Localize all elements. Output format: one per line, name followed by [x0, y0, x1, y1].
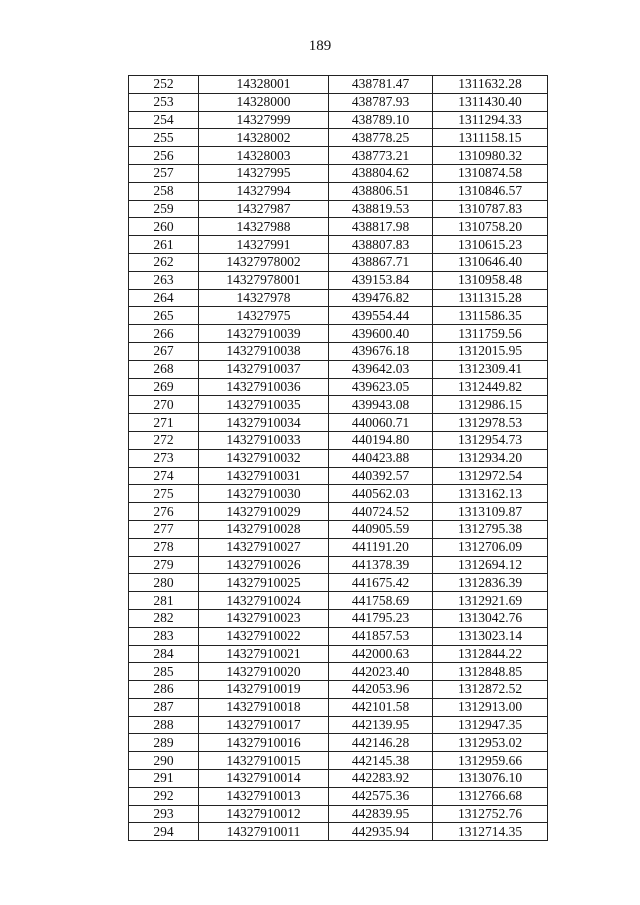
table-row — [129, 129, 548, 147]
table-row — [129, 218, 548, 236]
table-row — [129, 164, 548, 182]
page-number: 189 — [308, 38, 332, 54]
point-id-cell: 14327910034 — [199, 414, 329, 432]
row-number-cell: 261 — [129, 236, 199, 254]
point-id-cell: 14327910039 — [199, 325, 329, 343]
point-id-cell: 14327910012 — [199, 805, 329, 823]
x-coordinate-cell: 441191.20 — [329, 538, 433, 556]
x-coordinate-cell: 441378.39 — [329, 556, 433, 574]
y-coordinate-cell: 1310980.32 — [433, 147, 548, 165]
y-coordinate-cell: 1311759.56 — [433, 325, 548, 343]
point-id-cell: 14327910025 — [199, 574, 329, 592]
row-number-cell: 265 — [129, 307, 199, 325]
point-id-cell: 14327987 — [199, 200, 329, 218]
x-coordinate-cell: 442139.95 — [329, 716, 433, 734]
table-row — [129, 200, 548, 218]
point-id-cell: 14328000 — [199, 93, 329, 111]
table-row — [129, 396, 548, 414]
table-row — [129, 414, 548, 432]
point-id-cell: 14327910016 — [199, 734, 329, 752]
point-id-cell: 14327910021 — [199, 645, 329, 663]
point-id-cell: 14327910011 — [199, 823, 329, 841]
point-id-cell: 14327910030 — [199, 485, 329, 503]
x-coordinate-cell: 438804.62 — [329, 164, 433, 182]
table-row — [129, 236, 548, 254]
row-number-cell: 271 — [129, 414, 199, 432]
row-number-cell: 253 — [129, 93, 199, 111]
row-number-cell: 270 — [129, 396, 199, 414]
y-coordinate-cell: 1310646.40 — [433, 253, 548, 271]
point-id-cell: 14327910028 — [199, 520, 329, 538]
row-number-cell: 287 — [129, 698, 199, 716]
point-id-cell: 14327910014 — [199, 770, 329, 788]
y-coordinate-cell: 1312015.95 — [433, 342, 548, 360]
y-coordinate-cell: 1312872.52 — [433, 681, 548, 699]
table-row — [129, 182, 548, 200]
point-id-cell: 14327991 — [199, 236, 329, 254]
table-row — [129, 307, 548, 325]
y-coordinate-cell: 1311315.28 — [433, 289, 548, 307]
x-coordinate-cell: 442146.28 — [329, 734, 433, 752]
y-coordinate-cell: 1312309.41 — [433, 360, 548, 378]
row-number-cell: 282 — [129, 609, 199, 627]
x-coordinate-cell: 442101.58 — [329, 698, 433, 716]
x-coordinate-cell: 440392.57 — [329, 467, 433, 485]
row-number-cell: 275 — [129, 485, 199, 503]
x-coordinate-cell: 438787.93 — [329, 93, 433, 111]
y-coordinate-cell: 1312934.20 — [433, 449, 548, 467]
row-number-cell: 280 — [129, 574, 199, 592]
point-id-cell: 14327910035 — [199, 396, 329, 414]
point-id-cell: 14327910020 — [199, 663, 329, 681]
point-id-cell: 14327995 — [199, 164, 329, 182]
y-coordinate-cell: 1312959.66 — [433, 752, 548, 770]
table-row — [129, 378, 548, 396]
x-coordinate-cell: 440562.03 — [329, 485, 433, 503]
point-id-cell: 14327910026 — [199, 556, 329, 574]
row-number-cell: 277 — [129, 520, 199, 538]
table-row — [129, 787, 548, 805]
x-coordinate-cell: 442053.96 — [329, 681, 433, 699]
table-row — [129, 574, 548, 592]
row-number-cell: 266 — [129, 325, 199, 343]
point-id-cell: 14327910037 — [199, 360, 329, 378]
y-coordinate-cell: 1310615.23 — [433, 236, 548, 254]
point-id-cell: 14327978002 — [199, 253, 329, 271]
table-row — [129, 681, 548, 699]
table-row — [129, 734, 548, 752]
table-row — [129, 503, 548, 521]
point-id-cell: 14327910036 — [199, 378, 329, 396]
x-coordinate-cell: 439623.05 — [329, 378, 433, 396]
x-coordinate-cell: 438773.21 — [329, 147, 433, 165]
y-coordinate-cell: 1310758.20 — [433, 218, 548, 236]
table-row — [129, 698, 548, 716]
y-coordinate-cell: 1313042.76 — [433, 609, 548, 627]
x-coordinate-cell: 442283.92 — [329, 770, 433, 788]
point-id-cell: 14327910022 — [199, 627, 329, 645]
x-coordinate-cell: 439476.82 — [329, 289, 433, 307]
table-row — [129, 342, 548, 360]
x-coordinate-cell: 442575.36 — [329, 787, 433, 805]
y-coordinate-cell: 1312978.53 — [433, 414, 548, 432]
row-number-cell: 290 — [129, 752, 199, 770]
x-coordinate-cell: 441795.23 — [329, 609, 433, 627]
x-coordinate-cell: 441857.53 — [329, 627, 433, 645]
y-coordinate-cell: 1310874.58 — [433, 164, 548, 182]
row-number-cell: 294 — [129, 823, 199, 841]
point-id-cell: 14327999 — [199, 111, 329, 129]
table-row — [129, 627, 548, 645]
row-number-cell: 273 — [129, 449, 199, 467]
table-body — [129, 76, 548, 841]
table-row — [129, 663, 548, 681]
row-number-cell: 291 — [129, 770, 199, 788]
table-row — [129, 823, 548, 841]
point-id-cell: 14327910019 — [199, 681, 329, 699]
point-id-cell: 14327910033 — [199, 431, 329, 449]
table-row — [129, 520, 548, 538]
row-number-cell: 284 — [129, 645, 199, 663]
table-row — [129, 538, 548, 556]
y-coordinate-cell: 1312714.35 — [433, 823, 548, 841]
x-coordinate-cell: 438817.98 — [329, 218, 433, 236]
x-coordinate-cell: 441758.69 — [329, 592, 433, 610]
row-number-cell: 283 — [129, 627, 199, 645]
point-id-cell: 14327994 — [199, 182, 329, 200]
table-row — [129, 752, 548, 770]
y-coordinate-cell: 1312836.39 — [433, 574, 548, 592]
point-id-cell: 14328002 — [199, 129, 329, 147]
y-coordinate-cell: 1310846.57 — [433, 182, 548, 200]
point-id-cell: 14327910027 — [199, 538, 329, 556]
point-id-cell: 14327910013 — [199, 787, 329, 805]
table-row — [129, 271, 548, 289]
coordinates-table — [128, 75, 548, 841]
point-id-cell: 14327910029 — [199, 503, 329, 521]
table-row — [129, 556, 548, 574]
row-number-cell: 258 — [129, 182, 199, 200]
x-coordinate-cell: 442935.94 — [329, 823, 433, 841]
point-id-cell: 14327910017 — [199, 716, 329, 734]
point-id-cell: 14327910015 — [199, 752, 329, 770]
point-id-cell: 14327988 — [199, 218, 329, 236]
y-coordinate-cell: 1311158.15 — [433, 129, 548, 147]
table-row — [129, 609, 548, 627]
x-coordinate-cell: 442839.95 — [329, 805, 433, 823]
table-row — [129, 431, 548, 449]
point-id-cell: 14328003 — [199, 147, 329, 165]
y-coordinate-cell: 1310787.83 — [433, 200, 548, 218]
row-number-cell: 252 — [129, 76, 199, 94]
row-number-cell: 279 — [129, 556, 199, 574]
table-row — [129, 449, 548, 467]
y-coordinate-cell: 1312795.38 — [433, 520, 548, 538]
x-coordinate-cell: 438867.71 — [329, 253, 433, 271]
row-number-cell: 281 — [129, 592, 199, 610]
table-row — [129, 716, 548, 734]
table-row — [129, 485, 548, 503]
y-coordinate-cell: 1313109.87 — [433, 503, 548, 521]
row-number-cell: 260 — [129, 218, 199, 236]
y-coordinate-cell: 1312848.85 — [433, 663, 548, 681]
point-id-cell: 14327978 — [199, 289, 329, 307]
row-number-cell: 292 — [129, 787, 199, 805]
x-coordinate-cell: 438789.10 — [329, 111, 433, 129]
x-coordinate-cell: 439554.44 — [329, 307, 433, 325]
y-coordinate-cell: 1312954.73 — [433, 431, 548, 449]
y-coordinate-cell: 1312844.22 — [433, 645, 548, 663]
table-row — [129, 93, 548, 111]
row-number-cell: 288 — [129, 716, 199, 734]
row-number-cell: 255 — [129, 129, 199, 147]
x-coordinate-cell: 439642.03 — [329, 360, 433, 378]
x-coordinate-cell: 442000.63 — [329, 645, 433, 663]
x-coordinate-cell: 442023.40 — [329, 663, 433, 681]
row-number-cell: 264 — [129, 289, 199, 307]
x-coordinate-cell: 440060.71 — [329, 414, 433, 432]
table-row — [129, 645, 548, 663]
y-coordinate-cell: 1312694.12 — [433, 556, 548, 574]
table-row — [129, 805, 548, 823]
x-coordinate-cell: 440423.88 — [329, 449, 433, 467]
y-coordinate-cell: 1313162.13 — [433, 485, 548, 503]
y-coordinate-cell: 1312913.00 — [433, 698, 548, 716]
x-coordinate-cell: 440194.80 — [329, 431, 433, 449]
point-id-cell: 14327910032 — [199, 449, 329, 467]
row-number-cell: 285 — [129, 663, 199, 681]
row-number-cell: 274 — [129, 467, 199, 485]
row-number-cell: 289 — [129, 734, 199, 752]
table-row — [129, 770, 548, 788]
x-coordinate-cell: 439153.84 — [329, 271, 433, 289]
y-coordinate-cell: 1311586.35 — [433, 307, 548, 325]
point-id-cell: 14327910023 — [199, 609, 329, 627]
row-number-cell: 254 — [129, 111, 199, 129]
x-coordinate-cell: 439676.18 — [329, 342, 433, 360]
point-id-cell: 14327975 — [199, 307, 329, 325]
y-coordinate-cell: 1312766.68 — [433, 787, 548, 805]
table-row — [129, 76, 548, 94]
y-coordinate-cell: 1312986.15 — [433, 396, 548, 414]
row-number-cell: 256 — [129, 147, 199, 165]
y-coordinate-cell: 1311632.28 — [433, 76, 548, 94]
table-row — [129, 467, 548, 485]
row-number-cell: 293 — [129, 805, 199, 823]
y-coordinate-cell: 1311430.40 — [433, 93, 548, 111]
row-number-cell: 257 — [129, 164, 199, 182]
row-number-cell: 269 — [129, 378, 199, 396]
table-row — [129, 289, 548, 307]
point-id-cell: 14328001 — [199, 76, 329, 94]
row-number-cell: 268 — [129, 360, 199, 378]
table-row — [129, 147, 548, 165]
y-coordinate-cell: 1312752.76 — [433, 805, 548, 823]
row-number-cell: 272 — [129, 431, 199, 449]
x-coordinate-cell: 440905.59 — [329, 520, 433, 538]
x-coordinate-cell: 440724.52 — [329, 503, 433, 521]
row-number-cell: 278 — [129, 538, 199, 556]
x-coordinate-cell: 438781.47 — [329, 76, 433, 94]
x-coordinate-cell: 438778.25 — [329, 129, 433, 147]
row-number-cell: 262 — [129, 253, 199, 271]
row-number-cell: 267 — [129, 342, 199, 360]
y-coordinate-cell: 1312953.02 — [433, 734, 548, 752]
point-id-cell: 14327910018 — [199, 698, 329, 716]
point-id-cell: 14327910038 — [199, 342, 329, 360]
x-coordinate-cell: 439600.40 — [329, 325, 433, 343]
row-number-cell: 263 — [129, 271, 199, 289]
y-coordinate-cell: 1312921.69 — [433, 592, 548, 610]
point-id-cell: 14327978001 — [199, 271, 329, 289]
table-row — [129, 111, 548, 129]
table-row — [129, 592, 548, 610]
table-row — [129, 325, 548, 343]
row-number-cell: 259 — [129, 200, 199, 218]
y-coordinate-cell: 1312947.35 — [433, 716, 548, 734]
y-coordinate-cell: 1312449.82 — [433, 378, 548, 396]
x-coordinate-cell: 439943.08 — [329, 396, 433, 414]
x-coordinate-cell: 438807.83 — [329, 236, 433, 254]
point-id-cell: 14327910024 — [199, 592, 329, 610]
y-coordinate-cell: 1310958.48 — [433, 271, 548, 289]
y-coordinate-cell: 1313076.10 — [433, 770, 548, 788]
table-row — [129, 253, 548, 271]
y-coordinate-cell: 1312706.09 — [433, 538, 548, 556]
point-id-cell: 14327910031 — [199, 467, 329, 485]
y-coordinate-cell: 1312972.54 — [433, 467, 548, 485]
y-coordinate-cell: 1313023.14 — [433, 627, 548, 645]
row-number-cell: 276 — [129, 503, 199, 521]
x-coordinate-cell: 442145.38 — [329, 752, 433, 770]
table-row — [129, 360, 548, 378]
x-coordinate-cell: 438806.51 — [329, 182, 433, 200]
y-coordinate-cell: 1311294.33 — [433, 111, 548, 129]
x-coordinate-cell: 438819.53 — [329, 200, 433, 218]
x-coordinate-cell: 441675.42 — [329, 574, 433, 592]
row-number-cell: 286 — [129, 681, 199, 699]
